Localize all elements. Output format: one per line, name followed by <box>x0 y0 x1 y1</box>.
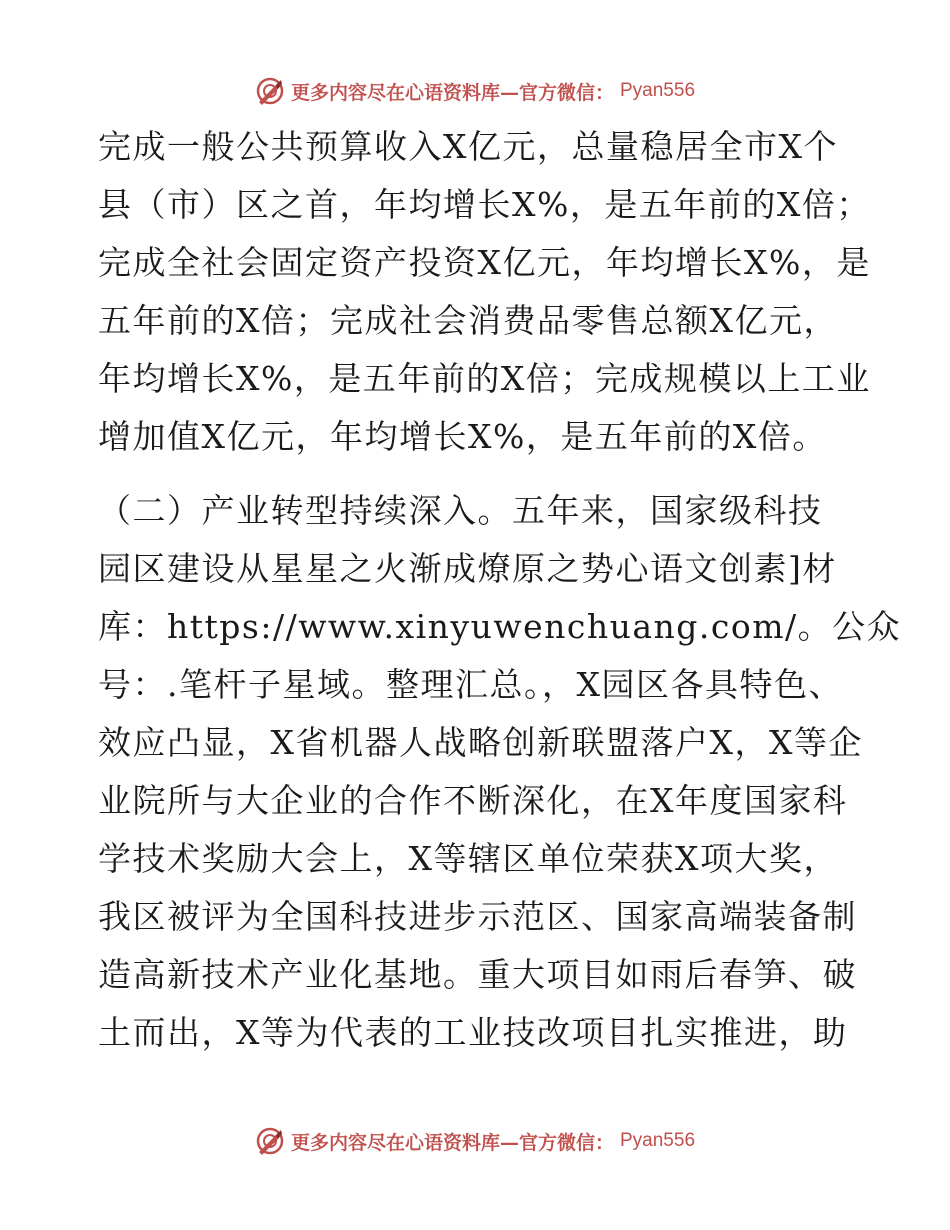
text-line: 学技术奖励大会上，X等辖区单位荣获X项大奖， <box>98 839 838 878</box>
text-line: 土而出，X等为代表的工业技改项目扎实推进，助 <box>98 1013 848 1052</box>
document-body <box>98 118 902 1062</box>
paragraph-2 <box>98 482 902 1062</box>
header-banner <box>0 71 950 111</box>
text-line: 五年前的X倍；完成社会消费品零售总额X亿元， <box>98 301 838 340</box>
text-line: 县（市）区之首，年均增长X%，是五年前的X倍； <box>98 185 871 224</box>
footer-banner <box>0 1121 950 1161</box>
text-line: 库：https://www.xinyuwenchuang.com/。公众 <box>98 607 902 646</box>
paragraph-1 <box>98 118 871 466</box>
text-line: 业院所与大企业的合作不断深化，在X年度国家科 <box>98 781 848 820</box>
pen-logo-icon <box>255 1126 285 1156</box>
text-line: （二）产业转型持续深入。五年来，国家级科技 <box>98 491 823 530</box>
text-line: 我区被评为全国科技进步示范区、国家高端装备制 <box>98 897 857 936</box>
pen-logo-icon <box>255 76 285 106</box>
text-line: 造高新技术产业化基地。重大项目如雨后春笋、破 <box>98 955 857 994</box>
banner-account: Pyan556 <box>620 1130 696 1151</box>
banner-text: 更多内容尽在心语资料库—官方微信： <box>290 1131 614 1154</box>
text-line: 年均增长X%，是五年前的X倍；完成规模以上工业 <box>98 359 871 398</box>
text-line: 号：.笔杆子星域。整理汇总。，X园区各具特色、 <box>98 665 843 704</box>
text-line: 园区建设从星星之火渐成燎原之势心语文创素]材 <box>98 549 837 588</box>
text-line: 完成一般公共预算收入X亿元，总量稳居全市X个 <box>98 127 838 166</box>
banner-account: Pyan556 <box>620 80 696 101</box>
text-line: 完成全社会固定资产投资X亿元，年均增长X%，是 <box>98 243 871 282</box>
banner-text: 更多内容尽在心语资料库—官方微信： <box>290 81 614 104</box>
text-line: 增加值X亿元，年均增长X%，是五年前的X倍。 <box>98 417 827 456</box>
text-line: 效应凸显，X省机器人战略创新联盟落户X，X等企 <box>98 723 863 762</box>
